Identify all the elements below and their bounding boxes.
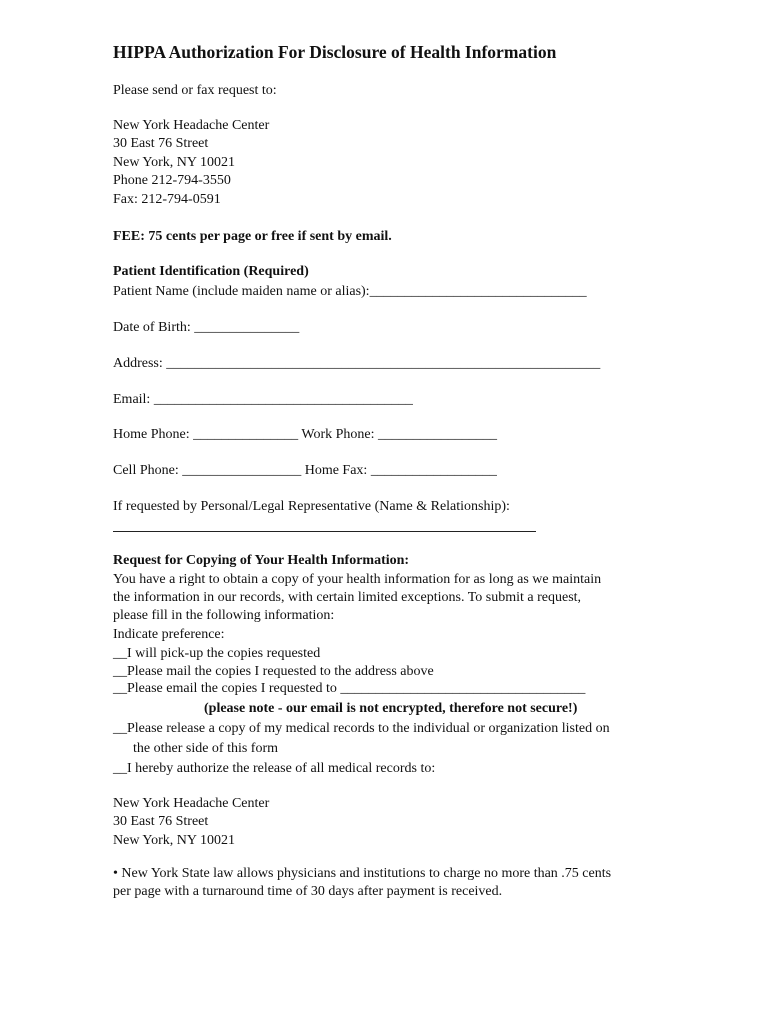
center-name: New York Headache Center — [113, 118, 270, 133]
email-field[interactable]: Email: _____________________________________ — [113, 392, 413, 407]
option-authorize[interactable]: __I hereby authorize the release of all medical records to: — [113, 761, 436, 776]
center-street: 30 East 76 Street — [113, 136, 209, 151]
request-text-1: You have a right to obtain a copy of your health information for as long as we maintain — [113, 572, 602, 587]
patient-heading: Patient Identification (Required) — [113, 264, 309, 279]
cell-fax-fields[interactable]: Cell Phone: _________________ Home Fax: __________________ — [113, 463, 497, 478]
center2-street: 30 East 76 Street — [113, 814, 209, 829]
request-text-2: the information in our records, with certain limited exceptions. To submit a request, — [113, 590, 582, 605]
phone-fields[interactable]: Home Phone: _______________ Work Phone: _________________ — [113, 427, 497, 442]
request-heading: Request for Copying of Your Health Information: — [113, 553, 410, 568]
intro-text: Please send or fax request to: — [113, 83, 277, 98]
center-city: New York, NY 10021 — [113, 155, 235, 170]
email-warning: (please note - our email is not encrypted, therefore not secure!) — [204, 701, 578, 716]
request-text-3: please fill in the following information: — [113, 608, 335, 623]
representative-label: If requested by Personal/Legal Representative (Name & Relationship): — [113, 499, 510, 514]
center2-name: New York Headache Center — [113, 796, 270, 811]
patient-name-field[interactable]: Patient Name (include maiden name or alias):_______________________________ — [113, 284, 587, 299]
center-phone: Phone 212-794-3550 — [113, 173, 231, 188]
page-title: HIPPA Authorization For Disclosure of Health Information — [113, 42, 557, 62]
representative-line[interactable] — [113, 531, 536, 532]
address-field[interactable]: Address: ______________________________________________________________ — [113, 356, 601, 371]
footnote-line-1: • New York State law allows physicians and institutions to charge no more than .75 cents — [113, 866, 612, 881]
option-release-cont: the other side of this form — [133, 741, 279, 756]
footnote-line-2: per page with a turnaround time of 30 days after payment is received. — [113, 884, 503, 899]
option-mail[interactable]: __Please mail the copies I requested to the address above — [113, 664, 434, 679]
dob-field[interactable]: Date of Birth: _______________ — [113, 320, 300, 335]
option-pickup[interactable]: __I will pick-up the copies requested — [113, 646, 321, 661]
center2-city: New York, NY 10021 — [113, 833, 235, 848]
preference-label: Indicate preference: — [113, 627, 225, 642]
option-email[interactable]: __Please email the copies I requested to ___________________________________ — [113, 681, 586, 696]
option-release[interactable]: __Please release a copy of my medical records to the individual or organization listed on — [113, 721, 610, 736]
center-fax: Fax: 212-794-0591 — [113, 192, 221, 207]
fee-text: FEE: 75 cents per page or free if sent by email. — [113, 229, 392, 244]
